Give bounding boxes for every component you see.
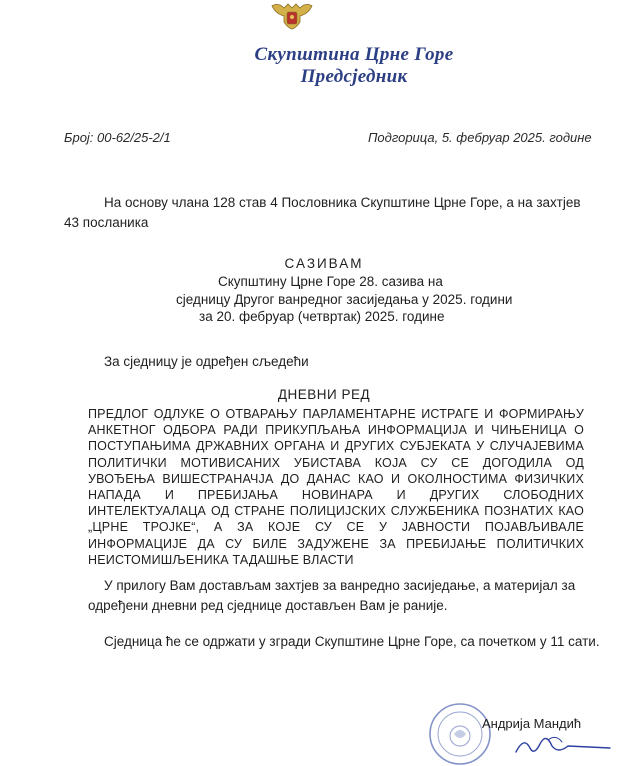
agenda-item: ПРЕДЛОГ ОДЛУКЕ О ОТВАРАЊУ ПАРЛАМЕНТАРНЕ ИСТРАГЕ И ФОРМИРАЊУ АНКЕТНОГ ОДБОРА РАДИ ПРИКУПЉАЊА ИНФОРМАЦИЈА И ЧИЊЕНИЦА О ПОСТУПАЊИМА ДРЖАВНИХ ОРГАНА И ДРУГИХ СУБЈЕКАТА У СЛУЧАЈЕВИМА ПОЛИТИЧКИ МОТИВИСАНИХ УБИСТАВА КОЈА СУ СЕ ДОГОДИЛА ОД УВОЂЕЊА ВИШЕСТРАНАЧЈА ДО ДАНАС КАО И ОКОЛНОСТИМА ФИЗИЧКИХ НАПАДА И ПРЕБИЈАЊА НОВИНАРА И ДРУГИХ СЛОБОДНИХ ИНТЕЛЕКТУАЛАЦА ОД СТРАНЕ ПОЛИЦИЈСКИХ СЛУЖБЕНИКА ПОЗНАТИХ КАО „ЦРНЕ ТРОЈКЕ“, А ЗА КОЈЕ СУ СЕ У ЈАВНОСТИ ПОЈАВЉИВАЛЕ ИНФОРМАЦИЈЕ ДА СУ БИЛЕ ЗАДУЖЕНЕ ЗА ПРЕБИЈАЊЕ ПОЛИТИЧКИХ НЕИСТОМИШЉЕНИКА ТАДАШЊЕ ВЛАСТИ	[88, 407, 584, 567]
intro-line-1: На основу члана 128 став 4 Пословника Скупштине Црне Горе, а на захтјев	[104, 195, 581, 210]
session-note: Сједница ће се одржати у згради Скупштине Црне Горе, са почетком у 11 сати.	[104, 634, 600, 649]
place-and-date: Подгорица, 5. фебруар 2025. године	[368, 130, 592, 145]
official-stamp	[428, 702, 492, 766]
convene-line-3: за 20. фебруар (четвртак) 2025. године	[199, 309, 445, 324]
assembly-name: Скупштина Црне Горе	[254, 44, 454, 65]
convene-line-2: сједницу Другог ванредног засиједања у 2025. години	[176, 292, 513, 307]
agenda-heading: ДНЕВНИ РЕД	[277, 387, 371, 402]
agenda-intro: За сједницу је одређен сљедећи	[104, 354, 309, 369]
document-number: Број: 00-62/25-2/1	[64, 130, 171, 145]
handwritten-signature	[512, 726, 616, 758]
attachment-line-2: одређени дневни ред сједнице достављен Вам је раније.	[88, 598, 448, 613]
office-title: Предсједник	[300, 66, 408, 87]
signatory-name: Андрија Мандић	[482, 716, 582, 731]
coat-of-arms-emblem	[270, 0, 314, 30]
attachment-line-1: У прилогу Вам достављам захтјев за ванредно засиједање, а материјал за	[104, 578, 576, 593]
convene-line-1: Скупштину Црне Горе 28. сазива на	[218, 274, 443, 289]
intro-line-2: 43 посланика	[64, 215, 149, 230]
convene-heading: САЗИВАМ	[284, 256, 364, 271]
